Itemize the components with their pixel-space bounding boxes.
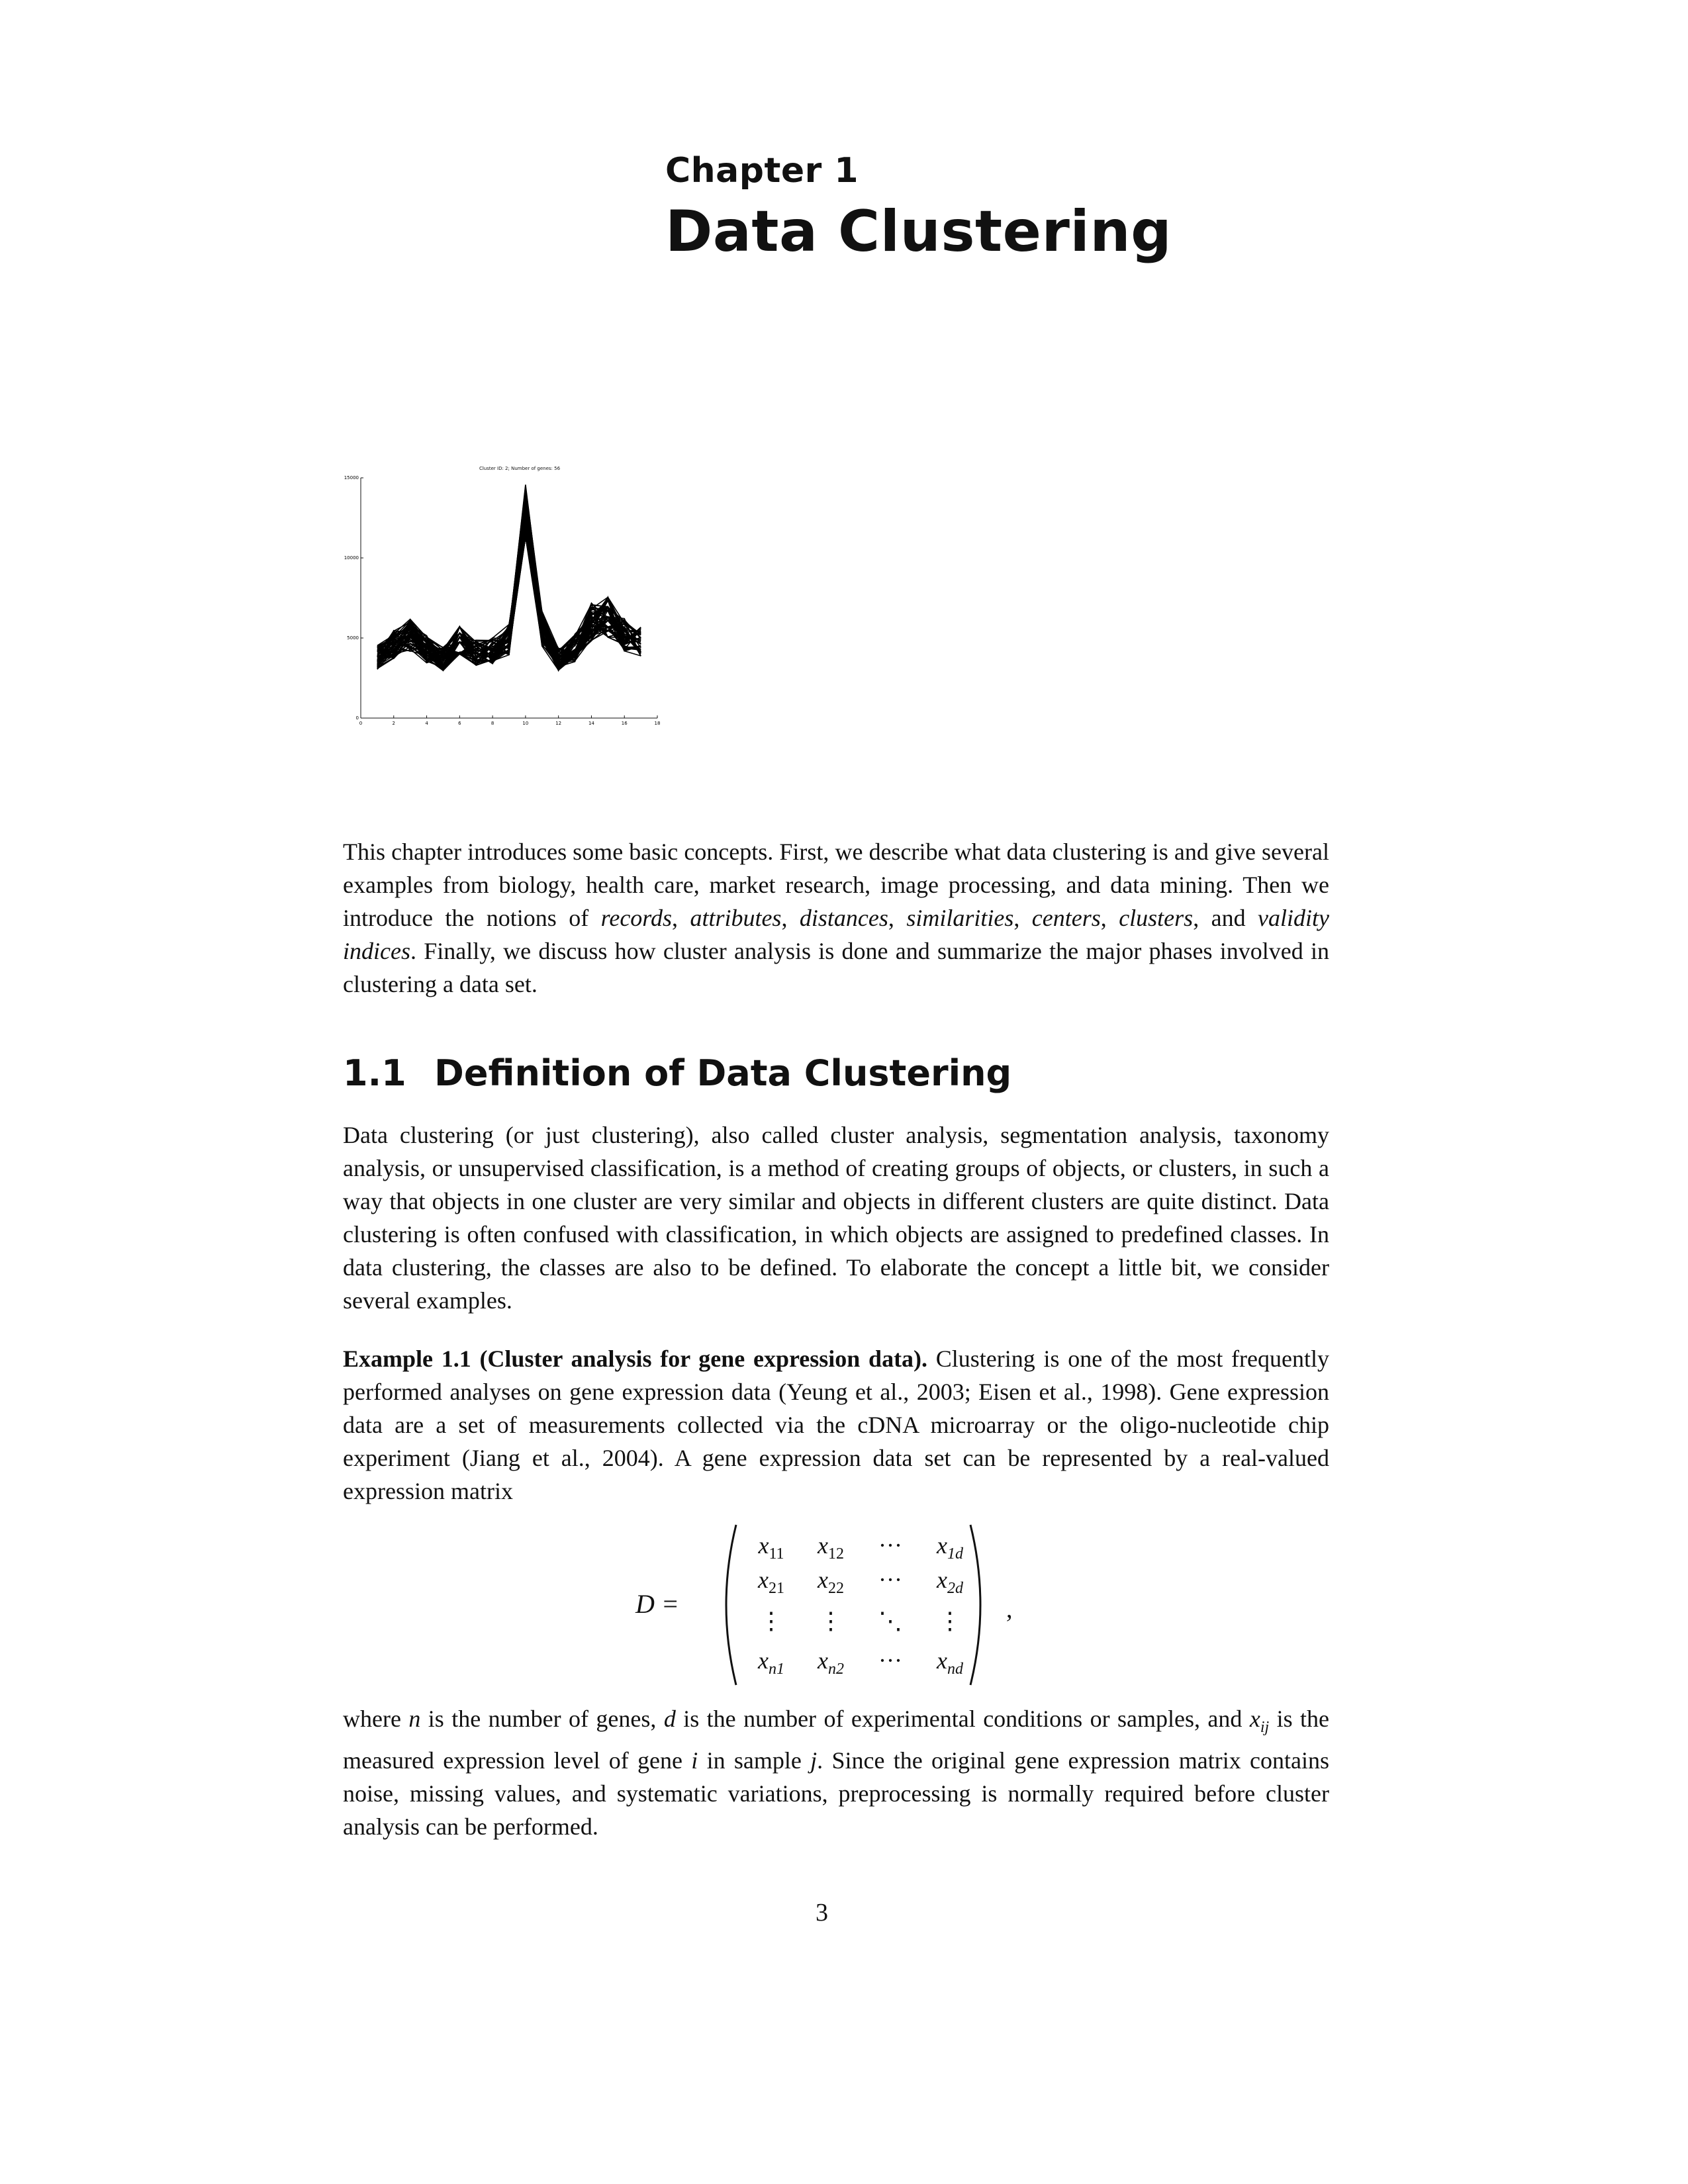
- y-tick-label: 5000: [347, 635, 359, 641]
- matrix-cell: $x_{11}$: [758, 1532, 784, 1563]
- y-tick-label: 0: [355, 715, 359, 721]
- chart-title: Cluster ID: 2; Number of genes: 56: [479, 466, 561, 471]
- x-tick-label: 14: [588, 721, 594, 726]
- example-label: Example 1.1 (Cluster analysis for gene expression data).: [343, 1345, 928, 1372]
- x-tick-label: 4: [425, 721, 428, 726]
- page-number: 3: [816, 1899, 828, 1927]
- y-tick-label: 15000: [344, 475, 359, 480]
- matrix-comma: ,: [1006, 1596, 1013, 1623]
- gene-expression-chart: [334, 463, 665, 741]
- chart-axes: [344, 475, 661, 726]
- x-tick-label: 10: [522, 721, 529, 726]
- chapter-label: Chapter 1: [665, 151, 859, 191]
- example-paragraph: Example 1.1 (Cluster analysis for gene expression data). Clustering is one of the most frequently performed analyses on gene expression data (Yeung et al., 2003; Eisen et al., 1998). Gene expression data are a set of measurements collected via the cDNA microarray or the oligo-nucleotide chip experiment (Jiang et al., 2004). A gene expression data set can be represented by a real-valued expression matrix: [343, 1345, 1329, 1504]
- definition-paragraph: Data clustering (or just clustering), also called cluster analysis, segmentation analysis, taxonomy analysis, or unsupervised classification, is a method of creating groups of objects, or clusters, in such a way that objects in one cluster are very similar and objects in different clusters are quite distinct. Data clustering is often confused with classification, in which objects are assigned to predefined classes. In data clustering, the classes are also to be defined. To elaborate the concept a little bit, we consider several examples.: [343, 1122, 1329, 1314]
- matrix-cell: $x_{n2}$: [818, 1647, 844, 1678]
- chapter-figure: [334, 463, 665, 741]
- matrix-cell: ···: [878, 1532, 902, 1559]
- section-heading: [343, 1052, 1011, 1094]
- y-tick-label: 10000: [344, 555, 359, 561]
- matrix-cell: $x_{nd}$: [937, 1647, 963, 1678]
- after-matrix-paragraph: where n is the number of genes, d is the number of experimental conditions or samples, and $x_{ij}$ is the measured expression level of gene i in sample j. Since the original gene expression matrix contains noise, missing values, and systematic variations, preprocessing is normally required before cluster analysis can be performed.: [343, 1706, 1329, 1841]
- section-title: Definition of Data Clustering: [434, 1052, 1012, 1094]
- matrix-cell: ⋮: [819, 1608, 843, 1634]
- matrix-cell: $x_{22}$: [818, 1567, 844, 1598]
- x-tick-label: 8: [491, 721, 494, 726]
- x-tick-label: 0: [359, 721, 363, 726]
- x-tick-label: 2: [392, 721, 396, 726]
- matrix-cell: ⋮: [938, 1608, 962, 1634]
- matrix-cell: $x_{n1}$: [758, 1647, 784, 1678]
- chart-profiles: [377, 484, 641, 670]
- matrix-cell: ···: [878, 1567, 902, 1593]
- x-tick-label: 18: [654, 721, 661, 726]
- expression-matrix: [635, 1522, 1046, 1688]
- matrix-lhs: D =: [635, 1589, 679, 1619]
- matrix-cell: $x_{1d}$: [937, 1532, 963, 1563]
- matrix-cell: ···: [878, 1647, 902, 1674]
- chapter-title: Data Clustering: [665, 199, 1172, 265]
- matrix-cell: ⋮: [759, 1608, 783, 1634]
- matrix-cell: $x_{2d}$: [937, 1567, 963, 1598]
- matrix-cell: $x_{12}$: [818, 1532, 844, 1563]
- x-tick-label: 6: [458, 721, 461, 726]
- x-tick-label: 16: [621, 721, 628, 726]
- intro-paragraph: This chapter introduces some basic concepts. First, we describe what data clustering is and give several examples from biology, health care, market research, image processing, and data mining. Then we introduce the notions of records, attributes, distances, similarities, centers, clusters, and validity indices. Finally, we discuss how cluster analysis is done and summarize the major phases involved in clustering a data set.: [343, 839, 1330, 997]
- section-number: 1.1: [343, 1052, 406, 1094]
- matrix-cell: ⋱: [878, 1608, 902, 1634]
- x-tick-label: 12: [555, 721, 562, 726]
- matrix-cell: $x_{21}$: [758, 1567, 784, 1598]
